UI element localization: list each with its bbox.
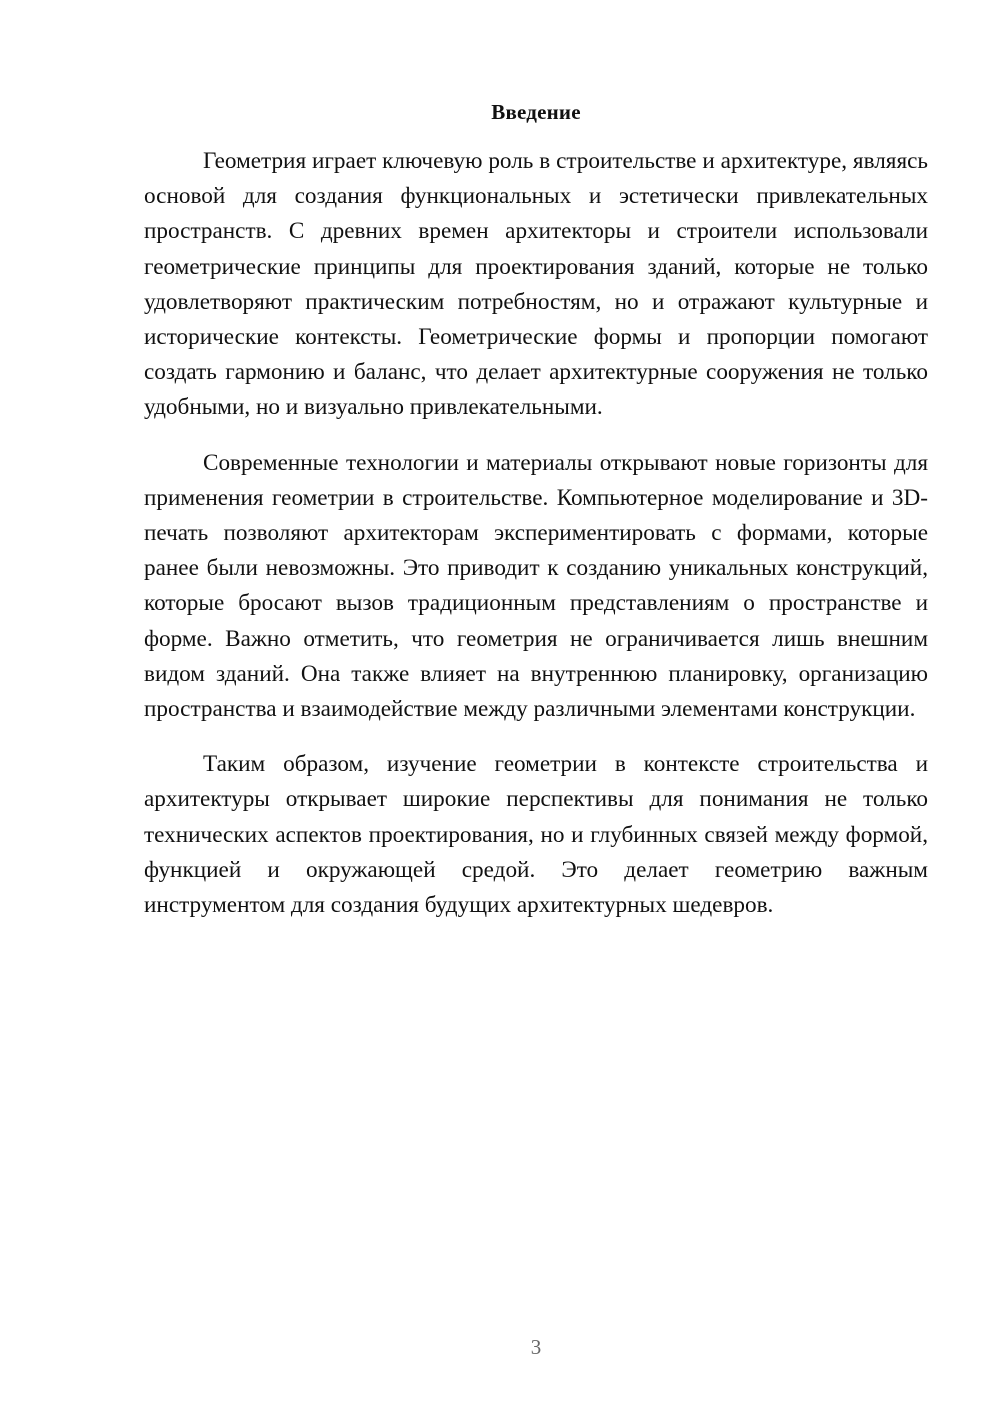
paragraph-1: Геометрия играет ключевую роль в строительстве и архитектуре, являясь основой для создания функциональных и эстетически привлекательных пространств. С древних времен архитекторы и строители использовали геометрические принципы для проектирования зданий, которые не только удовлетворяют практическим потребностям, но и отражают культурные и исторические контексты. Геометрические формы и пропорции помогают создать гармонию и баланс, что делает архитектурные сооружения не только удобными, но и визуально привлекательными. (144, 148, 928, 421)
page-number: 3 (530, 1335, 542, 1359)
paragraph-3: Таким образом, изучение геометрии в контексте строительства и архитектуры открывает широкие перспективы для понимания не только технических аспектов проектирования, но и глубинных связей между формой, функцией и окружающей средой. Это делает геометрию важным инструментом для создания будущих архитектурных шедевров. (144, 751, 928, 919)
page-title: Введение (491, 100, 581, 124)
body-text (144, 144, 928, 923)
paragraph-2: Современные технологии и материалы открывают новые горизонты для применения геометрии в строительстве. Компьютерное моделирование и 3D-печать позволяют архитекторам экспериментировать с формами, которые ранее были невозможны. Это приводит к созданию уникальных конструкций, которые бросают вызов традиционным представлениям о пространстве и форме. Важно отметить, что геометрия не ограничивается лишь внешним видом зданий. Она также влияет на внутреннюю планировку, организацию пространства и взаимодействие между различными элементами конструкции. (144, 449, 928, 723)
